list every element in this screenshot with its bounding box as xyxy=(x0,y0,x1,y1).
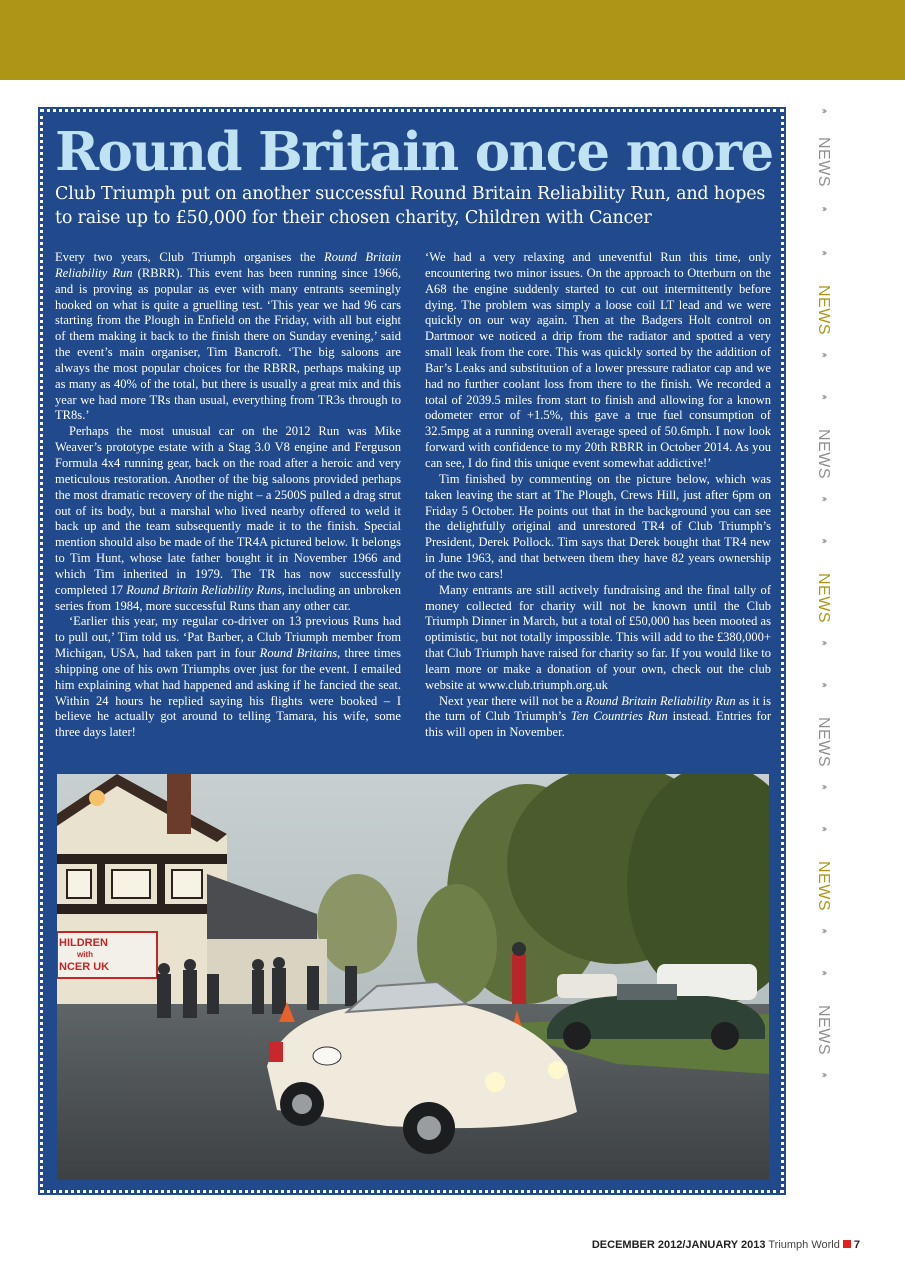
paragraph: Many entrants are still actively fundraising and the final tally of money collected for charity will not be known until the Club Triumph Dinner in March, but a total of £50,000 has been mooted as optimistic, but not totally impossible. This will add to the £380,000+ that Club Triumph have raised for charity so far. If you would like to learn more or make a donation of your own, check out the club website at www.club.triumph.org.uk xyxy=(425,582,771,692)
chevron-separator-icon: ››› xyxy=(821,637,825,649)
news-label: NEWS xyxy=(815,429,832,479)
chevron-separator-icon: ››› xyxy=(821,203,825,215)
news-label: NEWS xyxy=(815,717,832,767)
issue-date: DECEMBER 2012/JANUARY 2013 xyxy=(591,1239,766,1251)
chevron-separator-icon: ››› xyxy=(821,493,825,505)
chevron-separator-icon: ››› xyxy=(821,105,825,117)
news-label: NEWS xyxy=(815,137,832,187)
paragraph: Tim finished by commenting on the picture below, which was taken leaving the start at The Plough, Crews Hill, just after 6pm on Friday 5 October. He points out that in the background you can see the delightfully original and unrestored TR4 of Club Triumph’s President, Derek Pollock. Tim says that Derek bought that TR4 new in June 1963, and that between them they have 82 years ownership of the two cars! xyxy=(425,471,771,581)
chevron-separator-icon: ››› xyxy=(821,1069,825,1081)
news-label: NEWS xyxy=(815,1005,832,1055)
photo-illustration xyxy=(57,774,769,1180)
chevron-separator-icon: ››› xyxy=(821,391,825,403)
paragraph: Next year there will not be a Round Britain Reliability Run as it is the turn of Club Triumph’s Ten Countries Run instead. Entries for this will open in November. xyxy=(425,693,772,740)
chevron-separator-icon: ››› xyxy=(821,679,825,691)
banner-line-3: NCER UK xyxy=(59,961,110,973)
news-label: NEWS xyxy=(815,285,832,335)
page-number: 7 xyxy=(853,1239,860,1251)
page-footer xyxy=(592,1239,860,1251)
top-color-bar xyxy=(0,0,905,80)
article-column-right xyxy=(425,250,771,741)
article-standfirst: Club Triumph put on another successful Round Britain Reliability Run, and hopes to raise up to £50,000 for their chosen charity, Children with Cancer xyxy=(55,184,766,228)
paragraph: ‘We had a very relaxing and uneventful Run this time, only encountering two minor issues. On the approach to Otterburn on the A68 the engine suddenly started to cut out intermittently before dying. The problem was simply a loose coil LT lead and we were quickly on our way again. Then at the Badgers Holt control on Dartmoor we noticed a drip from the radiator and spotted a very small leak from the core. This was quickly sorted by the addition of Bar’s Leaks and substitution of a lower pressure radiator cap and we had no further coolant loss from there to the finish. We recorded a total of 2039.5 miles from start to finish and allowing for a known odometer error of +1.5%, this gave a true fuel consumption of 32.5mpg at a running overall average speed of 50.6mph. I now look forward with confidence to my 20th RBRR in October 2014. As you can see, I do find this unique event somewhat addictive!’ xyxy=(425,250,771,470)
chevron-separator-icon: ››› xyxy=(821,967,825,979)
chevron-separator-icon: ››› xyxy=(821,925,825,937)
chevron-separator-icon: ››› xyxy=(821,349,825,361)
chevron-separator-icon: ››› xyxy=(821,535,825,547)
paragraph: Perhaps the most unusual car on the 2012 Run was Mike Weaver’s prototype estate with a Stag 3.0 V8 engine and Ferguson Formula 4x4 running gear, back on the road after a heroic and very meticulous restoration. Another of the big saloons provided perhaps the most dramatic recovery of the night – a 2500S pulled a drag strut out of its body, but a marshal who lived nearby offered to weld it back up and the team subsequently made it to the finish. Special mention should also be made of the TR4A pictured below. It belongs to Tim Hunt, whose late father bought it in November 1966 and which Tim inherited in 1979. The TR has now successfully completed 17 Round Britain Reliability Runs, including an unbroken series from 1984, more successful Runs than any other car. xyxy=(55,424,401,613)
news-label: NEWS xyxy=(815,861,832,911)
chevron-separator-icon: ››› xyxy=(821,823,825,835)
news-tab-strip xyxy=(808,100,838,1200)
magazine-name: Triumph World xyxy=(768,1239,840,1251)
charity-banner xyxy=(57,932,157,978)
paragraph: ‘Earlier this year, my regular co-driver on 13 previous Runs had to pull out,’ Tim told us. ‘Pat Barber, a Club Triumph member from Michigan, USA, had taken part in four Round Britains, three times shipping one of his own Triumphs over just for the event. I emailed him explaining what had happened and asking if he fancied the seat. Within 24 hours he replied saying his flights were booked – I believe he actually got around to telling Tamara, his wife, some three days later! xyxy=(55,614,401,740)
banner-line-1: HILDREN xyxy=(59,937,108,949)
article-panel xyxy=(40,109,784,1193)
red-square-icon xyxy=(843,1240,851,1248)
article-title: Round Britain once more xyxy=(55,121,773,183)
article-column-left xyxy=(55,250,401,741)
chevron-separator-icon: ››› xyxy=(821,781,825,793)
news-label: NEWS xyxy=(815,573,832,623)
paragraph: Every two years, Club Triumph organises the Round Britain Reliability Run (RBRR). This event has been running since 1966, and is proving as popular as ever with many entrants seemingly hooked on what is quite a gruelling test. ‘This year we had 96 cars starting from the Plough in Enfield on the Friday, with all but eight of them making it back to the finish there on Sunday evening,’ said the event’s main organiser, Tim Bancroft. ‘The big saloons are always the most popular choices for the RBRR, perhaps making up as many as 40% of the total, but there is usually a great mix and this year we had more TRs than usual, everything from TR3s through to TR8s.’ xyxy=(55,250,401,423)
banner-line-2: with xyxy=(77,950,93,959)
article-photo xyxy=(57,774,769,1180)
chevron-separator-icon: ››› xyxy=(821,247,825,259)
